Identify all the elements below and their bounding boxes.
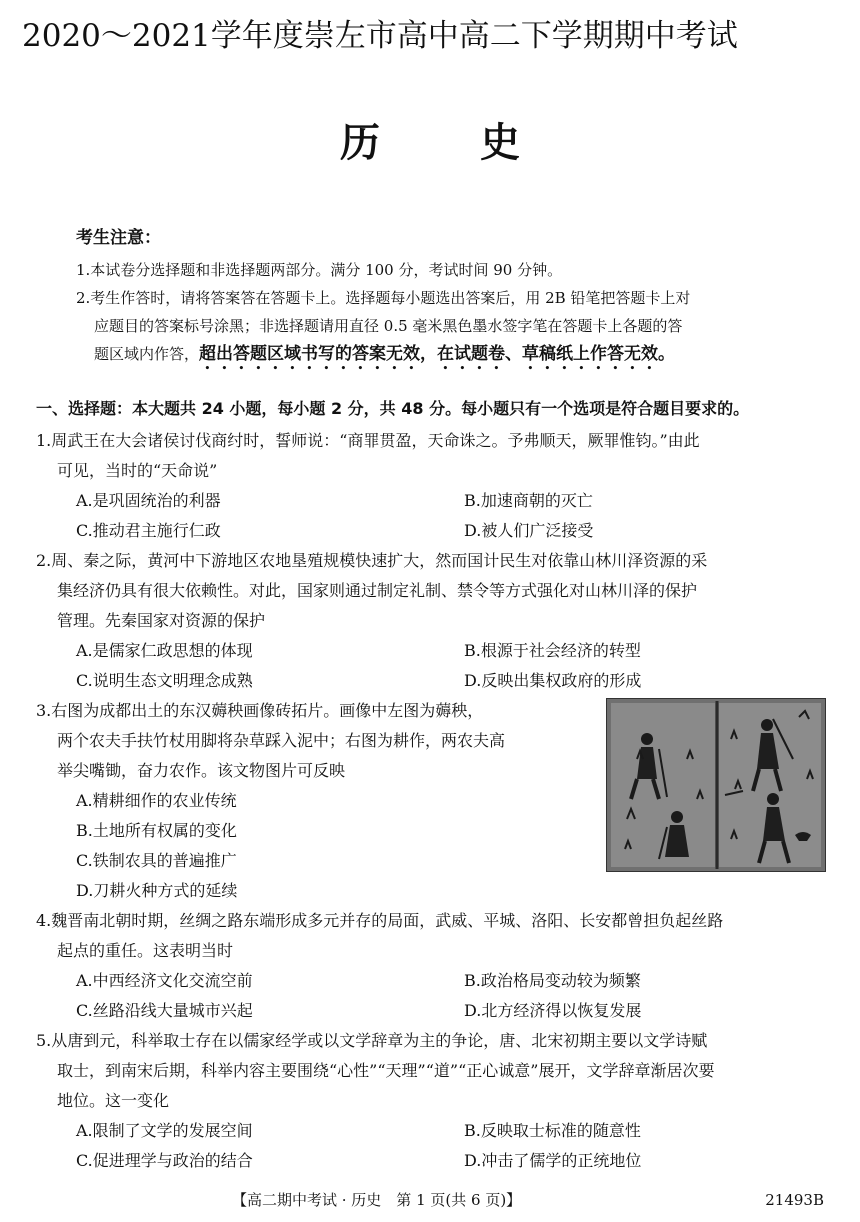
option-a: A.精耕细作的农业传统: [76, 791, 237, 810]
options: [36, 636, 828, 696]
notice-end: 。: [658, 344, 676, 364]
option-d: D.被人们广泛接受: [464, 521, 594, 540]
notice-item-2-line-1: 2.考生作答时，请将答案答在答题卡上。选择题每小题选出答案后，用 2B 铅笔把答题卡上对: [76, 289, 691, 307]
notice-item-2-line-2: 应题目的答案标号涂黑；非选择题请用直径 0.5 毫米黑色墨水签字笔在答题卡上各题的答: [94, 317, 683, 335]
options: [36, 1116, 828, 1176]
question-3-text: [36, 696, 596, 906]
option-d: D.冲击了儒学的正统地位: [464, 1151, 642, 1170]
question-stem-line: 4.魏晋南北朝时期，丝绸之路东端形成多元并存的局面，武威、平城、洛阳、长安都曾担负起丝路: [36, 911, 724, 930]
section-heading: 一、选择题：本大题共 24 小题，每小题 2 分，共 48 分。每小题只有一个选项是符合题目要求的。: [36, 399, 750, 418]
options: [36, 966, 828, 1026]
question-stem-line: 2.周、秦之际，黄河中下游地区农地垦殖规模快速扩大，然而国计民生对依靠山林川泽资源的采: [36, 551, 708, 570]
option-d: D.刀耕火种方式的延续: [76, 881, 238, 900]
option-c: C.促进理学与政治的结合: [76, 1151, 253, 1170]
option-c: C.丝路沿线大量城市兴起: [76, 1001, 253, 1020]
question-stem-line: 可见，当时的“天命说”: [57, 461, 218, 480]
option-c: C.铁制农具的普遍推广: [76, 851, 237, 870]
question-stem-line: 管理。先秦国家对资源的保护: [57, 611, 266, 630]
exam-title: 2020～2021学年度崇左市高中高二下学期期中考试: [22, 18, 738, 54]
footer-page-info: 【高二期中考试 · 历史 第 1 页(共 6 页)】: [232, 1191, 522, 1209]
question-stem-line: 3.右图为成都出土的东汉薅秧画像砖拓片。画像中左图为薅秧，: [36, 701, 484, 720]
subject-title: 历史: [340, 120, 620, 166]
question-stem-line: 取士，到南宋后期，科举内容主要围绕“心性”“天理”“道”“正心诚意”展开，文学辞章渐居次要: [57, 1061, 715, 1080]
question-3: [36, 696, 828, 906]
option-a: A.限制了文学的发展空间: [76, 1121, 253, 1140]
option-c: C.推动君主施行仁政: [76, 521, 221, 540]
option-d: D.反映出集权政府的形成: [464, 671, 642, 690]
rubbing-illustration: [607, 699, 825, 871]
option-a: A.是儒家仁政思想的体现: [76, 641, 253, 660]
notice-text: 题区域内作答，: [94, 345, 200, 363]
question-stem-line: 举尖嘴锄，奋力农作。该文物图片可反映: [57, 761, 346, 780]
notice-block: [76, 256, 830, 374]
option-b: B.政治格局变动较为频繁: [464, 971, 641, 990]
question-stem-line: 起点的重任。这表明当时: [57, 941, 234, 960]
footer-code: 21493B: [765, 1191, 824, 1209]
notice-emphasis-1: 超出答题区域书写的答案无效: [199, 344, 421, 364]
option-a: A.是巩固统治的利器: [76, 491, 221, 510]
question-stem-line: 集经济仍具有很大依赖性。对此，国家则通过制定礼制、禁令等方式强化对山林川泽的保护: [57, 581, 698, 600]
question-4: [36, 906, 828, 1026]
option-a: A.中西经济文化交流空前: [76, 971, 253, 990]
option-b: B.反映取士标准的随意性: [464, 1121, 641, 1140]
notice-emphasis-2: 在试题卷、草稿纸上作答无效: [437, 344, 659, 364]
question-stem-line: 地位。这一变化: [57, 1091, 170, 1110]
option-b: B.加速商朝的灭亡: [464, 491, 593, 510]
options: [36, 486, 828, 546]
options: [36, 786, 596, 906]
rubbing-image: [606, 698, 826, 872]
page-footer: [0, 1186, 860, 1214]
question-2: [36, 546, 828, 696]
question-stem-line: 5.从唐到元，科举取士存在以儒家经学或以文学辞章为主的争论，唐、北宋初期主要以文学诗赋: [36, 1031, 708, 1050]
notice-heading: 考生注意：: [76, 228, 161, 248]
question-5: [36, 1026, 828, 1176]
notice-separator: ，: [420, 344, 438, 364]
notice-item-2-line-3: [76, 340, 830, 374]
option-b: B.根源于社会经济的转型: [464, 641, 641, 660]
option-c: C.说明生态文明理念成熟: [76, 671, 253, 690]
option-b: B.土地所有权属的变化: [76, 821, 237, 840]
question-stem-line: 两个农夫手扶竹杖用脚将杂草踩入泥中；右图为耕作，两农夫高: [57, 731, 506, 750]
question-stem-line: 1.周武王在大会诸侯讨伐商纣时，誓师说：“商罪贯盈，天命诛之。予弗顺天，厥罪惟钧。”由此: [36, 431, 700, 450]
question-1: [36, 426, 828, 546]
question-list: [36, 426, 828, 1176]
notice-item-1: 1.本试卷分选择题和非选择题两部分。满分 100 分，考试时间 90 分钟。: [76, 261, 563, 279]
option-d: D.北方经济得以恢复发展: [464, 1001, 642, 1020]
